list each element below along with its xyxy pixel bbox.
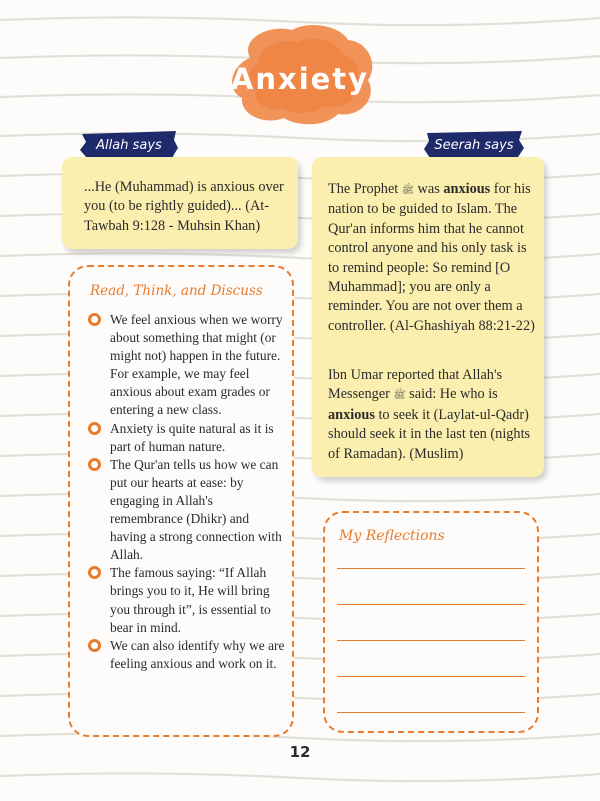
my-reflections-heading: My Reflections — [339, 528, 445, 544]
my-reflections-box — [323, 511, 539, 733]
discussion-list — [88, 311, 288, 673]
read-think-discuss-box — [68, 265, 294, 737]
ring-bullet-icon — [88, 458, 101, 471]
writing-line[interactable] — [337, 604, 525, 605]
writing-line[interactable] — [337, 676, 525, 677]
list-item: The Qur'an tells us how we can put our hearts at ease: by engaging in Allah's remembrance (Dhikr) and having a strong connection with Allah. — [88, 456, 288, 565]
writing-line[interactable] — [337, 640, 525, 641]
ring-bullet-icon — [88, 639, 101, 652]
list-item: We can also identify why we are feeling anxious and work on it. — [88, 637, 288, 673]
list-item: We feel anxious when we worry about something that might (or might not) happen in the future. For example, we may feel anxious about exam grades or entering a new class. — [88, 311, 288, 420]
ring-bullet-icon — [88, 566, 101, 579]
writing-line[interactable] — [337, 568, 525, 569]
allah-says-quote: ...He (Muhammad) is anxious over you (to be rightly guided)... (At-Tawbah 9:128 - Muhsin Khan) — [84, 179, 284, 234]
ring-bullet-icon — [88, 313, 101, 326]
seerah-paragraph-2: Ibn Umar reported that Allah's Messenger ﷺ said: He who is anxious to seek it (Laylat-ul-Qadr) should seek it in the last ten (nights of Ramadan). (Muslim) — [328, 367, 531, 462]
read-think-heading: Read, Think, and Discuss — [90, 283, 263, 299]
writing-line[interactable] — [337, 712, 525, 713]
seerah-says-text: Seerah says — [434, 138, 514, 153]
title-splash — [220, 18, 380, 130]
pbuh-icon: ﷺ — [401, 185, 414, 196]
allah-says-card — [62, 157, 298, 249]
allah-says-text: Allah says — [96, 138, 162, 153]
list-item: The famous saying: “If Allah brings you to it, He will bring you through it”, is essential to bear in mind. — [88, 564, 288, 636]
seerah-paragraph-1: The Prophet ﷺ was anxious for his nation to be guided to Islam. The Qur'an informs him that he cannot control anyone and his only task is to remind people: So remind [O Muhammad]; you are only a reminder. You are not over them a controller. (Al-Ghashiyah 88:21-22) — [328, 181, 535, 334]
page-title: Anxiety — [230, 62, 370, 96]
seerah-says-card — [312, 157, 544, 477]
pbuh-icon: ﷺ — [393, 390, 406, 402]
list-item: Anxiety is quite natural as it is part of human nature. — [88, 420, 288, 456]
ring-bullet-icon — [88, 422, 101, 435]
page-number: 12 — [289, 743, 311, 761]
